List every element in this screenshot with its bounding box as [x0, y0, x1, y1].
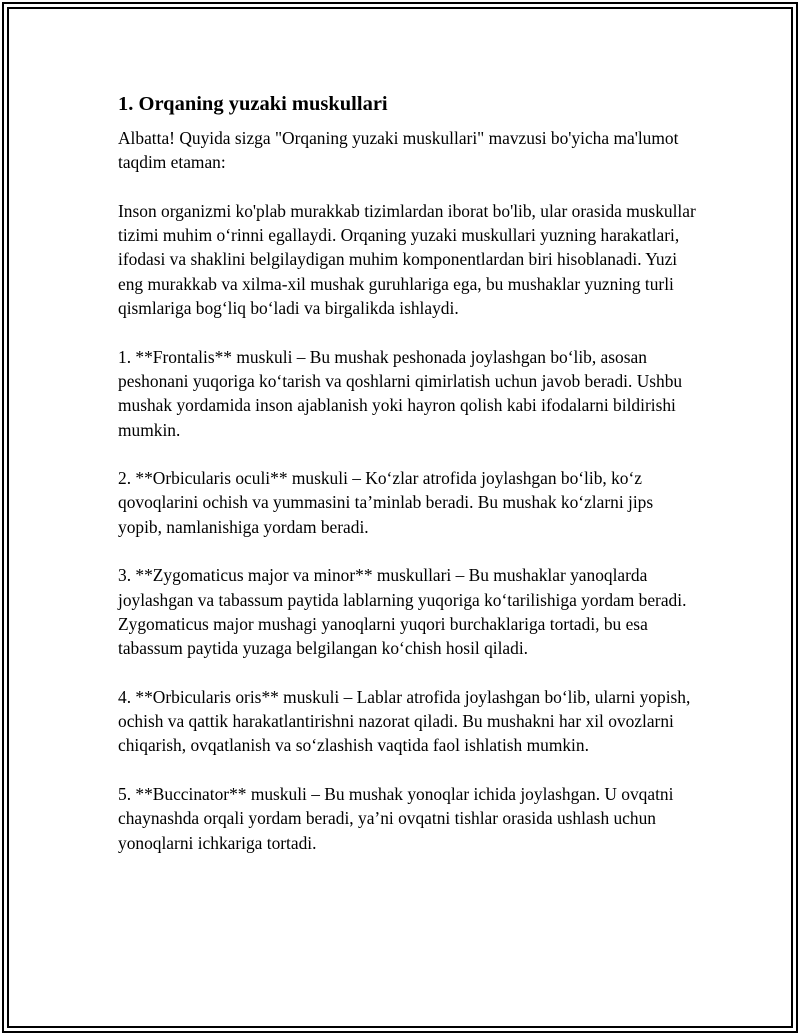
list-item-frontalis: 1. **Frontalis** muskuli – Bu mushak peshonada joylashgan bo‘lib, asosan peshonani yuqoriga ko‘tarish va qoshlarni qimirlatish uchun javob beradi. Ushbu mushak yordamida inson ajablanish yoki hayron qolish kabi ifodalarni bildirishi mumkin.	[118, 346, 683, 440]
list-item-orbicularis-oris: 4. **Orbicularis oris** muskuli – Lablar atrofida joylashgan bo‘lib, ularni yopish, ochish va qattik harakatlantirishni nazorat qiladi. Bu mushakni har xil ovozlarni chiqarish, ovqatlanish va so‘zlashish vaqtida faol ishlatish mumkin.	[118, 686, 691, 756]
list-item-buccinator: 5. **Buccinator** muskuli – Bu mushak yonoqlar ichida joylashgan. U ovqatni chaynashda orqali yordam beradi, ya’ni ovqatni tishlar orasida ushlash uchun yonoqlarni ichkariga tortadi.	[118, 784, 674, 853]
list-item-orbicularis-oculi: 2. **Orbicularis oculi** muskuli – Ko‘zlar atrofida joylashgan bo‘lib, ko‘z qovoqlarini ochish va yummasini ta’minlab beradi. Bu mushak ko‘zlarni jips yopib, namlanishiga yordam beradi.	[118, 468, 654, 537]
intro-paragraph: Albatta! Quyida sizga "Orqaning yuzaki muskullari" mavzusi bo'yicha ma'lumot taqdim etaman:	[118, 128, 679, 173]
list-item-zygomaticus: 3. **Zygomaticus major va minor** muskullari – Bu mushaklar yanoqlarda joylashgan va tabassum paytida lablarning yuqoriga ko‘tarilishiga yordam beradi. Zygomaticus major mushagi yanoqlarni yuqori burchaklariga tortadi, bu esa tabassum paytida yuzaga belgilangan ko‘chish hosil qiladi.	[118, 565, 687, 659]
document-body	[118, 90, 698, 855]
document-title: 1. Orqaning yuzaki muskullari	[118, 93, 388, 115]
overview-paragraph: Inson organizmi ko'plab murakkab tizimlardan iborat bo'lib, ular orasida muskullar tizimi muhim o‘rinni egallaydi. Orqaning yuzaki muskullari yuzning harakatlari, ifodasi va shaklini belgilaydigan muhim komponentlardan biri hisoblanadi. Yuzi eng murakkab va xilma-xil mushak guruhlariga ega, bu mushaklar yuzning turli qismlariga bog‘liq bo‘ladi va birgalikda ishlaydi.	[118, 200, 696, 319]
